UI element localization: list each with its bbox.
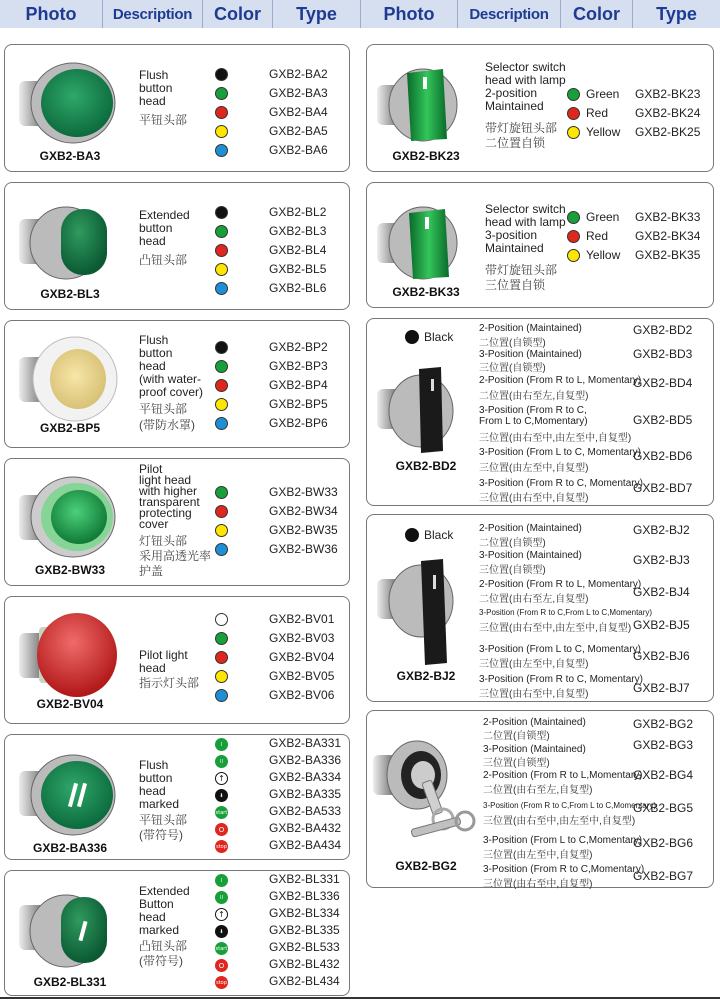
color-dot-blue [215,282,228,295]
extended-button-green-photo [11,191,121,291]
type-code: GXB2-BW36 [269,542,338,556]
type-code: GXB2-BG3 [633,738,694,752]
color-dot-black [405,330,419,344]
type-code: GXB2-BV06 [269,688,335,702]
position-desc-zh: 三位置(由左至中,自复型) [479,463,589,474]
type-code: GXB2-BW33 [269,485,338,499]
desc-line-zh: 带灯旋钮头部 [485,121,558,135]
color-name: Yellow [586,125,621,139]
product-card-bv04 [4,596,350,724]
color-dot-green [215,486,228,499]
key-selector-switch-photo [371,735,481,845]
color-dot-black [215,341,228,354]
color-dot-green [215,360,228,373]
product-card-bk33 [366,182,714,308]
product-code-label: GXB2-BA3 [39,149,101,163]
desc-line-zh: 平钮头部 [139,402,188,416]
desc-line: Extended [139,208,190,222]
type-code: GXB2-BV04 [269,650,335,664]
position-desc: 3-Position (From L to C,Momentary) [483,835,643,846]
type-code: GXB2-BP5 [269,397,328,411]
type-code: GXB2-BA4 [269,105,328,119]
type-code: GXB2-BV01 [269,612,335,626]
type-code: GXB2-BV05 [269,669,335,683]
color-dot-red [567,107,580,120]
type-code: GXB2-BG4 [633,768,694,782]
type-code: GXB2-BL335 [269,923,340,937]
marked-flush-button-photo [11,741,121,841]
color-name: Black [424,528,454,542]
product-code-label: GXB2-BL331 [33,975,107,989]
position-desc: 2-Position (Maintained) [483,717,586,728]
position-desc-zh: 二位置(由右至左,自复型) [479,594,589,605]
type-code: GXB2-BK34 [635,229,701,243]
color-dot-red [215,106,228,119]
position-desc-zh: 二位置(由右至左,自复型) [479,391,589,402]
desc-line: 3-position [485,228,538,242]
symbol-ii-icon: II [215,891,228,904]
desc-line: marked [139,923,180,937]
position-desc: 3-Position (From R to C, Momentary) [479,478,643,489]
product-card-bg2 [366,710,714,888]
type-code: GXB2-BL5 [269,262,327,276]
type-code: GXB2-BP2 [269,340,328,354]
type-code: GXB2-BV03 [269,631,335,645]
desc-line-zh: 凸钮头部 [139,253,188,267]
position-desc: 2-Position (From R to L,Momentary) [483,770,643,781]
type-code: GXB2-BL434 [269,974,340,988]
symbol-ii-icon: II [215,755,228,768]
color-dot-black [215,206,228,219]
position-desc-zh: 三位置(由右至中,自复型) [483,879,593,890]
desc-line-zh: 三位置自锁 [485,278,546,292]
symbol-arrow-up-icon: ↑ [215,908,228,921]
color-dot-yellow [215,398,228,411]
desc-line: Flush [139,333,169,347]
desc-line: head [139,661,166,675]
product-code-label: GXB2-BA336 [32,841,108,855]
desc-line-zh: (带防水罩) [139,418,195,432]
table-header [0,0,720,28]
type-code: GXB2-BA3 [269,86,328,100]
type-code: GXB2-BG6 [633,836,694,850]
desc-line: button [139,346,173,360]
color-dot-yellow [567,126,580,139]
type-code: GXB2-BD5 [633,413,693,427]
header-description: Description [103,0,203,28]
type-code: GXB2-BA2 [269,67,328,81]
type-code: GXB2-BW35 [269,523,338,537]
selector-switch-lamp-3pos-photo [373,191,473,291]
flush-button-green-photo [11,53,121,153]
type-code: GXB2-BK35 [635,248,701,262]
desc-line-zh: 带灯旋钮头部 [485,263,558,277]
color-dot-blue [215,689,228,702]
position-desc: 3-Position (From R to C, [479,405,587,416]
desc-line-zh: 采用高透光率 [139,549,212,563]
product-card-bk23 [366,44,714,172]
type-code: GXB2-BP3 [269,359,328,373]
type-code: GXB2-BP6 [269,416,328,430]
type-code: GXB2-BJ7 [633,681,690,695]
product-description [139,464,211,579]
desc-line-zh: 指示灯头部 [139,676,200,690]
desc-line: protecting [139,506,192,520]
type-code: GXB2-BK25 [635,125,701,139]
position-desc-zh: 三位置(由右至中,自复型) [479,689,589,700]
desc-line-zh: 二位置自锁 [485,136,546,150]
type-code: GXB2-BJ2 [633,523,690,537]
desc-line: Selector switch [485,60,566,74]
product-description [485,61,566,151]
type-code: GXB2-BG5 [633,801,694,815]
color-dot-red [215,651,228,664]
position-desc-zh: 二位置(由右至左,自复型) [483,785,593,796]
desc-line-zh: 护盖 [139,564,164,578]
product-card-ba336 [4,734,350,860]
waterproof-button-photo [11,327,121,427]
product-description [139,334,203,432]
type-code: GXB2-BD2 [633,323,693,337]
position-desc-zh: 三位置(由右至中,由左至中,自复型) [479,433,632,444]
type-code: GXB2-BK23 [635,87,701,101]
desc-line: marked [139,797,180,811]
position-desc-zh: 三位置(自锁型) [479,565,546,576]
product-description [139,209,190,267]
symbol-arrow-down-icon: ⬇ [215,925,228,938]
position-desc-zh: 三位置(由右至中,由左至中,自复型) [483,816,636,827]
type-code: GXB2-BD3 [633,347,693,361]
color-dot-red [215,244,228,257]
desc-line: Selector switch [485,202,566,216]
desc-line: head [139,910,166,924]
position-desc: 2-Position (From R to L, Momentary) [479,375,642,386]
color-dot-blue [215,543,228,556]
color-dot-yellow [215,125,228,138]
desc-line-zh: (带符号) [139,954,183,968]
product-code-label: GXB2-BK23 [392,149,460,163]
symbol-stop-icon: stop [215,840,228,853]
product-code-label: GXB2-BV04 [36,697,104,711]
header-description-2: Description [458,0,561,28]
marked-extended-button-photo [11,877,121,977]
type-code: GXB2-BL4 [269,243,327,257]
product-description [139,649,199,690]
product-code-label: GXB2-BK33 [392,285,460,299]
desc-line: button [139,81,173,95]
desc-line: Flush [139,68,169,82]
symbol-i-icon: I [215,874,228,887]
type-code: GXB2-BA434 [269,838,342,852]
color-dot-yellow [215,524,228,537]
desc-line: head with lamp [485,215,566,229]
pilot-light-red-photo [11,603,121,703]
symbol-stop-icon: stop [215,976,228,989]
color-name: Yellow [586,248,621,262]
position-desc-zh: 二位置(自锁型) [479,538,546,549]
position-desc: 3-Position (From R to C,From L to C,Momentary) [483,801,657,810]
color-dot-yellow [215,263,228,276]
desc-line: transparent [139,495,200,509]
product-code-label: GXB2-BW33 [34,563,105,577]
product-card-bw33 [4,458,350,586]
desc-line: Extended [139,884,190,898]
type-code: GXB2-BL6 [269,281,327,295]
color-name: Red [586,106,609,120]
color-dot-green [215,225,228,238]
type-code: GXB2-BD7 [633,481,693,495]
position-desc-zh: 二位置(自锁型) [479,338,546,349]
selector-switch-lamp-2pos-photo [373,53,473,153]
symbol-start-icon: start [215,806,228,819]
type-code: GXB2-BL533 [269,940,340,954]
type-code: GXB2-BL2 [269,205,327,219]
pilot-light-button-green-photo [11,467,121,567]
header-color-2: Color [561,0,633,28]
position-desc-zh: 二位置(自锁型) [483,731,550,742]
bottom-rule [0,997,720,999]
color-name: Green [586,87,620,101]
desc-line: light head [139,473,192,487]
color-name: Black [424,330,454,344]
product-description [139,69,187,127]
position-desc: From L to C,Momentary) [479,416,588,427]
type-code: GXB2-BA331 [269,736,342,750]
desc-line: Maintained [485,99,544,113]
type-code: GXB2-BJ5 [633,618,690,632]
color-dot-blue [215,144,228,157]
selector-switch-long-handle-photo [373,555,473,665]
position-desc: 3-Position (From L to C, Momentary) [479,644,641,655]
product-code-label: GXB2-BP5 [39,421,101,435]
color-dot-yellow [567,249,580,262]
type-code: GXB2-BA6 [269,143,328,157]
symbol-arrow-up-icon: ↑ [215,772,228,785]
symbol-arrow-down-icon: ⬇ [215,789,228,802]
desc-line: head [139,359,166,373]
color-dot-red [567,230,580,243]
product-description [139,885,190,969]
header-photo-2: Photo [361,0,458,28]
symbol-o-icon: O [215,959,228,972]
position-desc: 3-Position (Maintained) [479,550,582,561]
desc-line: head [139,784,166,798]
desc-line: head [139,94,166,108]
color-dot-yellow [215,670,228,683]
type-code: GXB2-BD6 [633,449,693,463]
desc-line: Maintained [485,241,544,255]
position-desc-zh: 三位置(自锁型) [479,363,546,374]
position-desc-zh: 三位置(由左至中,自复型) [479,659,589,670]
type-code: GXB2-BL334 [269,906,340,920]
position-desc-zh: 三位置(由左至中,自复型) [483,850,593,861]
type-code: GXB2-BJ6 [633,649,690,663]
type-code: GXB2-BA336 [269,753,342,767]
product-card-bj2 [366,514,714,702]
type-code: GXB2-BA533 [269,804,342,818]
desc-line: button [139,221,173,235]
color-name: Green [586,210,620,224]
desc-line: Flush [139,758,169,772]
color-dot-green [215,87,228,100]
position-desc: 3-Position (From L to C, Momentary) [479,447,641,458]
color-name: Red [586,229,609,243]
symbol-i-icon: I [215,738,228,751]
type-code: GXB2-BD4 [633,376,693,390]
position-desc: 3-Position (From R to C,Momentary) [483,864,645,875]
selector-switch-short-handle-photo [373,359,473,459]
type-code: GXB2-BK24 [635,106,701,120]
type-code: GXB2-BJ3 [633,553,690,567]
color-dot-blue [215,417,228,430]
type-code: GXB2-BL336 [269,889,340,903]
position-desc: 3-Position (Maintained) [479,349,582,360]
position-desc: 2-Position (Maintained) [479,323,582,334]
desc-line: head with lamp [485,73,566,87]
product-description [485,203,566,293]
desc-line-zh: 灯钮头部 [139,534,188,548]
product-code-label: GXB2-BL3 [40,287,100,301]
product-code-label: GXB2-BD2 [395,459,457,473]
color-dot-black [405,528,419,542]
type-code: GXB2-BW34 [269,504,338,518]
desc-line-zh: (带符号) [139,828,183,842]
header-photo: Photo [0,0,103,28]
desc-line: head [139,234,166,248]
header-color: Color [203,0,273,28]
product-code-label: GXB2-BJ2 [396,669,456,683]
color-dot-green [215,632,228,645]
desc-line-zh: 凸钮头部 [139,939,188,953]
color-dot-green [567,88,580,101]
desc-line-zh: 平钮头部 [139,813,188,827]
position-desc: 2-Position (Maintained) [479,523,582,534]
position-desc: 2-Position (From R to L, Momentary) [479,579,642,590]
symbol-start-icon: start [215,942,228,955]
desc-line: proof cover) [139,385,204,399]
product-card-ba3 [4,44,350,172]
color-dot-white [215,613,228,626]
product-description [139,759,187,843]
desc-line: button [139,771,173,785]
header-type: Type [273,0,361,28]
color-dot-red [215,505,228,518]
position-desc-zh: 三位置(自锁型) [483,758,550,769]
type-code: GXB2-BK33 [635,210,701,224]
position-desc: 3-Position (Maintained) [483,744,586,755]
type-code: GXB2-BL432 [269,957,340,971]
position-desc: 3-Position (From R to C, Momentary) [479,674,643,685]
color-dot-black [215,68,228,81]
type-code: GXB2-BG7 [633,869,694,883]
product-code-label: GXB2-BG2 [395,859,457,873]
type-code: GXB2-BL3 [269,224,327,238]
color-dot-red [215,379,228,392]
type-code: GXB2-BJ4 [633,585,690,599]
header-type-2: Type [633,0,720,28]
desc-line: (with water- [139,372,202,386]
desc-line: 2-position [485,86,538,100]
type-code: GXB2-BG2 [633,717,694,731]
type-code: GXB2-BL331 [269,872,340,886]
symbol-o-icon: O [215,823,228,836]
desc-line: cover [139,517,169,531]
position-desc-zh: 三位置(由右至中,由左至中,自复型) [479,623,632,634]
type-code: GXB2-BA335 [269,787,342,801]
type-code: GXB2-BA432 [269,821,342,835]
product-card-bl3 [4,182,350,310]
type-code: GXB2-BP4 [269,378,328,392]
position-desc-zh: 三位置(由右至中,自复型) [479,493,589,504]
product-card-bp5 [4,320,350,448]
desc-line: Pilot light [139,648,188,662]
product-card-bl331 [4,870,350,996]
position-desc: 3-Position (From R to C,From L to C,Momentary) [479,608,653,617]
desc-line: Button [139,897,174,911]
product-card-bd2 [366,318,714,506]
color-dot-green [567,211,580,224]
type-code: GXB2-BA334 [269,770,342,784]
desc-line: with higher [139,484,198,498]
desc-line: Pilot [139,462,163,476]
type-code: GXB2-BA5 [269,124,328,138]
desc-line-zh: 平钮头部 [139,113,188,127]
